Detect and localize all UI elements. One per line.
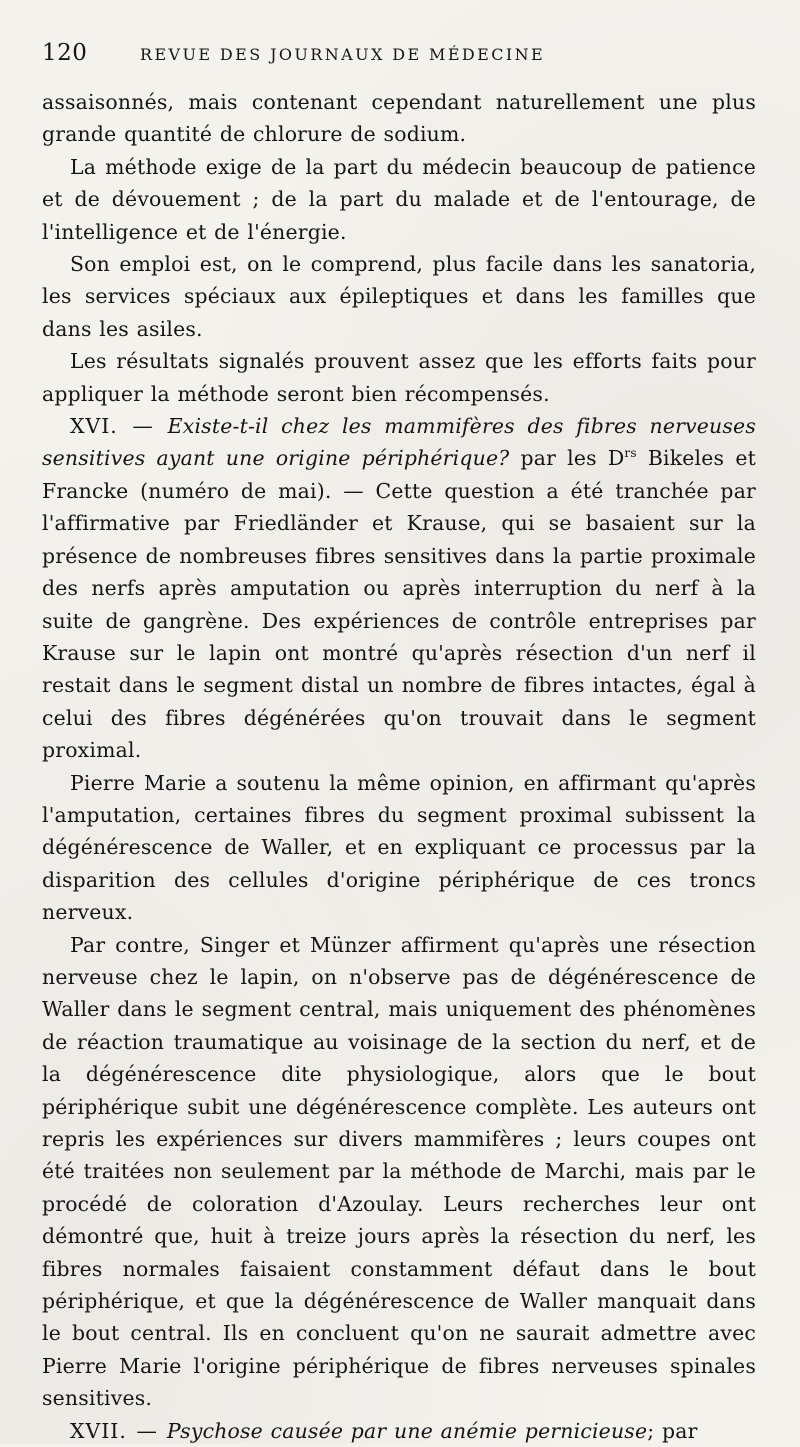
section-xvi-authors-prefix: par les D bbox=[520, 446, 625, 471]
page-number: 120 bbox=[42, 40, 88, 66]
section-xvi-number: XVI. bbox=[70, 414, 118, 439]
article-body bbox=[42, 86, 756, 1447]
section-xvi-authors-sup: rs bbox=[624, 446, 637, 461]
section-xvii-trailing: ; par bbox=[647, 1418, 698, 1443]
paragraph-continuation: assaisonnés, mais contenant cependant naturellement une plus grande quantité de chlorure de sodium. bbox=[42, 90, 756, 147]
section-xvi-text: Bikeles et Francke (numéro de mai). — Cette question a été tranchée par l'affirmative par Friedländer et Krause, qui se basaient sur la présence de nombreuses fibres sensitives dans la partie proximale des nerfs après amputation ou après interruption du nerf à la suite de gangrène. Des expériences de contrôle entreprises par Krause sur le lapin ont montré qu'après résection d'un nerf il restait dans le segment distal un nombre de fibres intactes, égal à celui des fibres dégénérées qu'on trouvait dans le segment proximal. bbox=[42, 446, 756, 763]
section-xvii-number: XVII. bbox=[70, 1418, 127, 1443]
paragraph-usage: Son emploi est, on le comprend, plus facile dans les sanatoria, les services spéciaux aux épileptiques et dans les familles que dans les asiles. bbox=[42, 252, 756, 341]
section-xvi-paragraph bbox=[42, 410, 756, 766]
section-xvi-paragraph-2: Pierre Marie a soutenu la même opinion, en affirmant qu'après l'amputation, certaines fibres du segment proximal subissent la dégénérescence de Waller, et en expliquant ce processus par la disparition des cellules d'origine périphérique de ces troncs nerveux. bbox=[42, 770, 756, 925]
running-head: REVUE DES JOURNAUX DE MÉDECINE bbox=[140, 45, 546, 64]
section-xvii-title: Psychose causée par une anémie pernicieuse bbox=[166, 1418, 648, 1443]
section-xvi-title: Existe-t-il chez les mammifères des fibres nerveuses sensitives ayant une origine périphérique? bbox=[42, 414, 756, 471]
section-xvi-paragraph-3: Par contre, Singer et Münzer affirment qu'après une résection nerveuse chez le lapin, on n'observe pas de dégénérescence de Waller dans le segment central, mais uniquement des phénomènes de réaction traumatique au voisinage de la section du nerf, et de la dégénérescence dite physiologique, alors que le bout périphérique subit une dégénérescence complète. Les auteurs ont repris les expériences sur divers mammifères ; leurs coupes ont été traitées non seulement par la méthode de Marchi, mais par le procédé de coloration d'Azoulay. Leurs recherches leur ont démontré que, huit à treize jours après la résection du nerf, les fibres normales faisaient constamment défaut dans le bout périphérique, et que la dégénérescence de Waller manquait dans le bout central. Ils en concluent qu'on ne saurait admettre avec Pierre Marie l'origine périphérique de fibres nerveuses spinales sensitives. bbox=[42, 932, 756, 1411]
section-xvii-dash: — bbox=[136, 1418, 158, 1443]
page-header bbox=[42, 40, 756, 80]
section-xvi-dash: — bbox=[132, 414, 154, 439]
paragraph-method: La méthode exige de la part du médecin beaucoup de patience et de dévouement ; de la part du malade et de l'entourage, de l'intelligence et de l'énergie. bbox=[42, 154, 756, 244]
paragraph-results: Les résultats signalés prouvent assez que les efforts faits pour appliquer la méthode seront bien récompensés. bbox=[42, 349, 756, 406]
section-xvii-heading bbox=[42, 1415, 756, 1447]
